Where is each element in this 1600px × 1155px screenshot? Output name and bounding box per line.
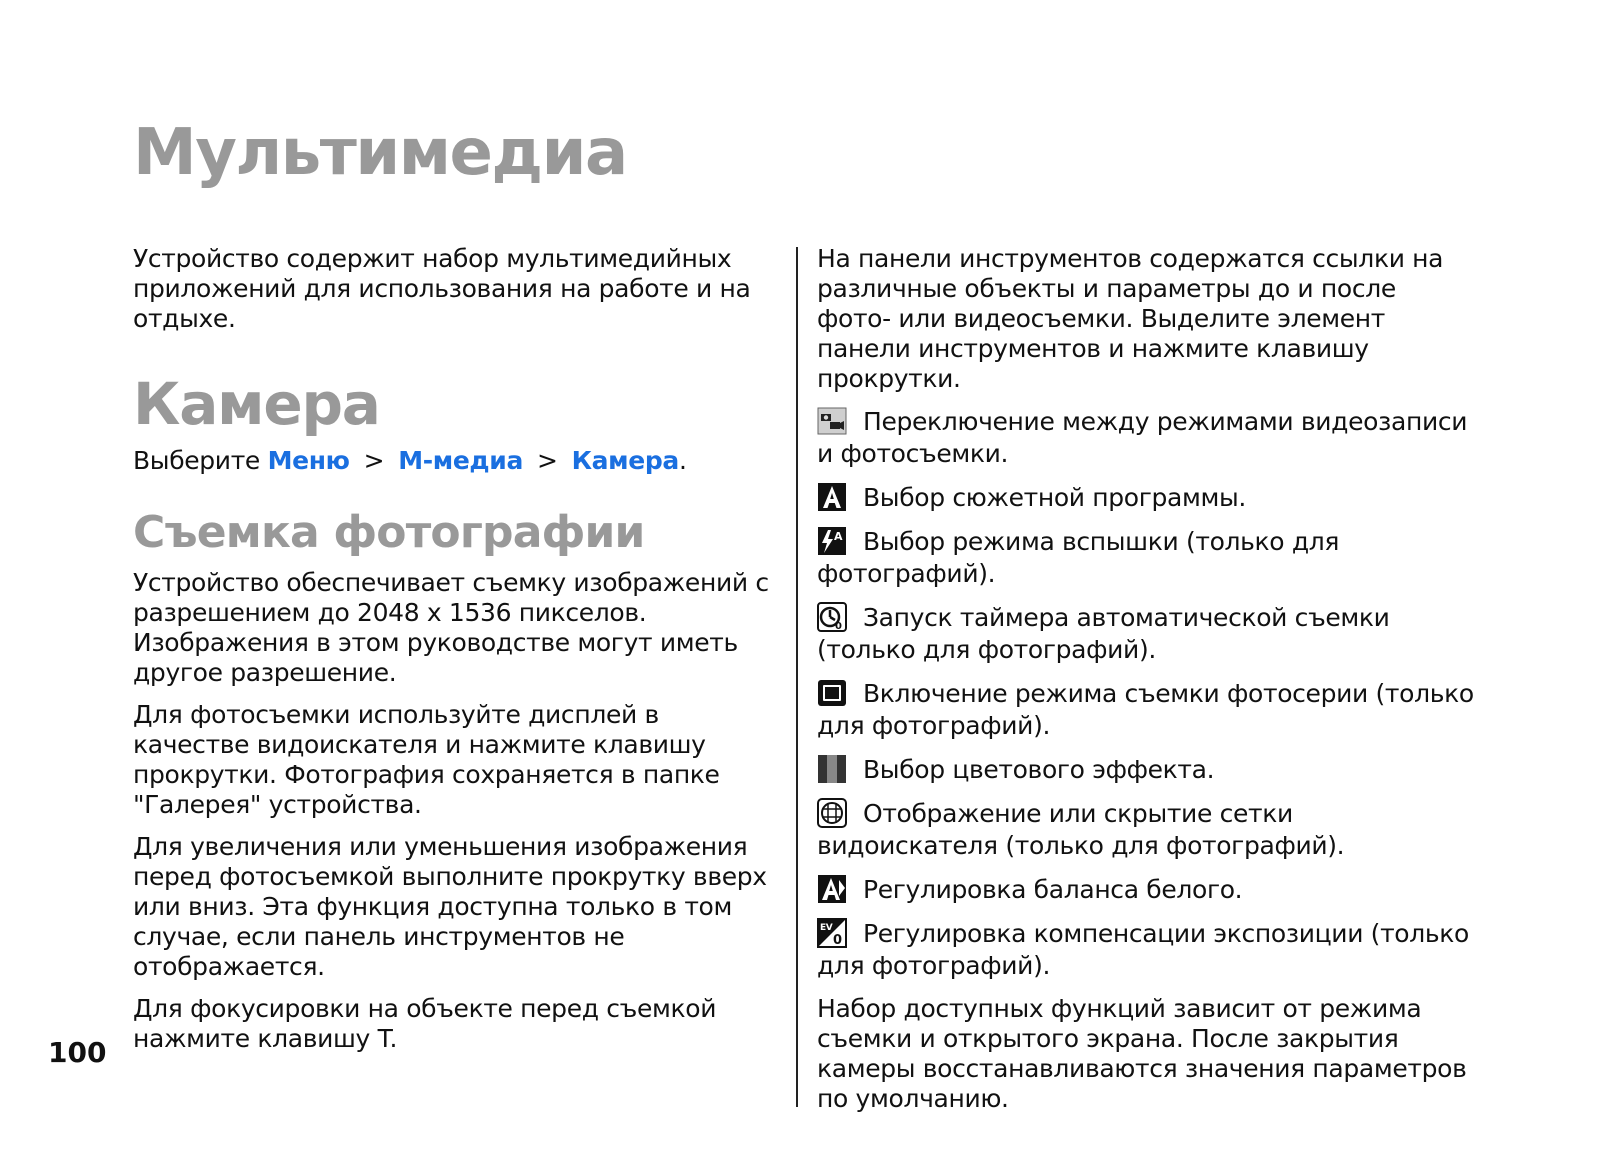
breadcrumb-link-menu[interactable]: Меню: [267, 446, 350, 475]
white-balance-icon: [817, 874, 847, 904]
toolbar-item-label: Регулировка баланса белого.: [863, 875, 1243, 904]
burst-mode-icon: [817, 678, 847, 708]
exposure-icon: [817, 918, 847, 948]
toolbar-item-label: Выбор сюжетной программы.: [863, 483, 1246, 512]
svg-text:A: A: [834, 530, 843, 543]
body-paragraph: Устройство обеспечивает съемку изображений с разрешением до 2048 x 1536 пикселов. Изображения в этом руководстве могут иметь другое разрешение.: [133, 568, 769, 687]
toolbar-item: [817, 482, 1477, 514]
svg-text:EV: EV: [820, 923, 833, 933]
scene-auto-icon: [817, 482, 847, 512]
toolbar-item: [817, 406, 1477, 470]
column-divider: [796, 247, 798, 1107]
toolbar-item-label: Регулировка компенсации экспозиции (только для фотографий).: [817, 919, 1469, 980]
page-title: Мультимедиа: [133, 116, 627, 190]
breadcrumb-link-media[interactable]: М-медиа: [398, 446, 523, 475]
svg-text:0: 0: [833, 933, 842, 948]
self-timer-icon: [817, 602, 847, 632]
toolbar-item-label: Выбор цветового эффекта.: [863, 755, 1215, 784]
toolbar-item: [817, 798, 1477, 862]
toolbar-item: [817, 602, 1477, 666]
photo-heading: Съемка фотографии: [133, 507, 645, 558]
grid-icon: [817, 798, 847, 828]
toolbar-item-label: Переключение между режимами видеозаписи и фотосъемки.: [817, 407, 1468, 468]
page-number: 100: [48, 1036, 107, 1069]
toolbar-outro: Набор доступных функций зависит от режима съемки и открытого экрана. После закрытия камеры восстанавливаются значения параметров по умолчанию.: [817, 994, 1467, 1113]
toolbar-item: [817, 754, 1477, 786]
svg-text:0: 0: [835, 621, 842, 632]
camera-video-switch-icon: [817, 406, 847, 436]
toolbar-item: [817, 918, 1477, 982]
color-effect-icon: [817, 754, 847, 784]
toolbar-item-label: Отображение или скрытие сетки видоискателя (только для фотографий).: [817, 799, 1345, 860]
breadcrumb: [133, 446, 773, 476]
toolbar-item: [817, 526, 1477, 590]
toolbar-item: [817, 874, 1477, 906]
body-paragraph: Для фокусировки на объекте перед съемкой нажмите клавишу T.: [133, 994, 717, 1053]
breadcrumb-separator: >: [536, 446, 558, 475]
toolbar-item-label: Запуск таймера автоматической съемки (только для фотографий).: [817, 603, 1390, 664]
right-column: [817, 244, 1477, 1126]
breadcrumb-prefix: Выберите: [133, 446, 260, 475]
left-column: [133, 244, 773, 1066]
breadcrumb-link-camera[interactable]: Камера: [571, 446, 679, 475]
camera-heading: Камера: [133, 370, 380, 438]
toolbar-item-label: Выбор режима вспышки (только для фотографий).: [817, 527, 1340, 588]
breadcrumb-separator: >: [363, 446, 385, 475]
breadcrumb-suffix: .: [678, 446, 687, 475]
toolbar-item-label: Включение режима съемки фотосерии (только для фотографий).: [817, 679, 1474, 740]
body-paragraph: Для фотосъемки используйте дисплей в качестве видоискателя и нажмите клавишу прокрутки. Фотография сохраняется в папке "Галерея" устройства.: [133, 700, 720, 819]
body-paragraph: Для увеличения или уменьшения изображения перед фотосъемкой выполните прокрутку вверх или вниз. Эта функция доступна только в том случае, если панель инструментов не отображается.: [133, 832, 767, 981]
toolbar-item: [817, 678, 1477, 742]
toolbar-intro: На панели инструментов содержатся ссылки на различные объекты и параметры до и после фото- или видеосъемки. Выделите элемент панели инструментов и нажмите клавишу прокрутки.: [817, 244, 1444, 393]
flash-auto-icon: [817, 526, 847, 556]
intro-paragraph: Устройство содержит набор мультимедийных приложений для использования на работе и на отдыхе.: [133, 244, 751, 333]
